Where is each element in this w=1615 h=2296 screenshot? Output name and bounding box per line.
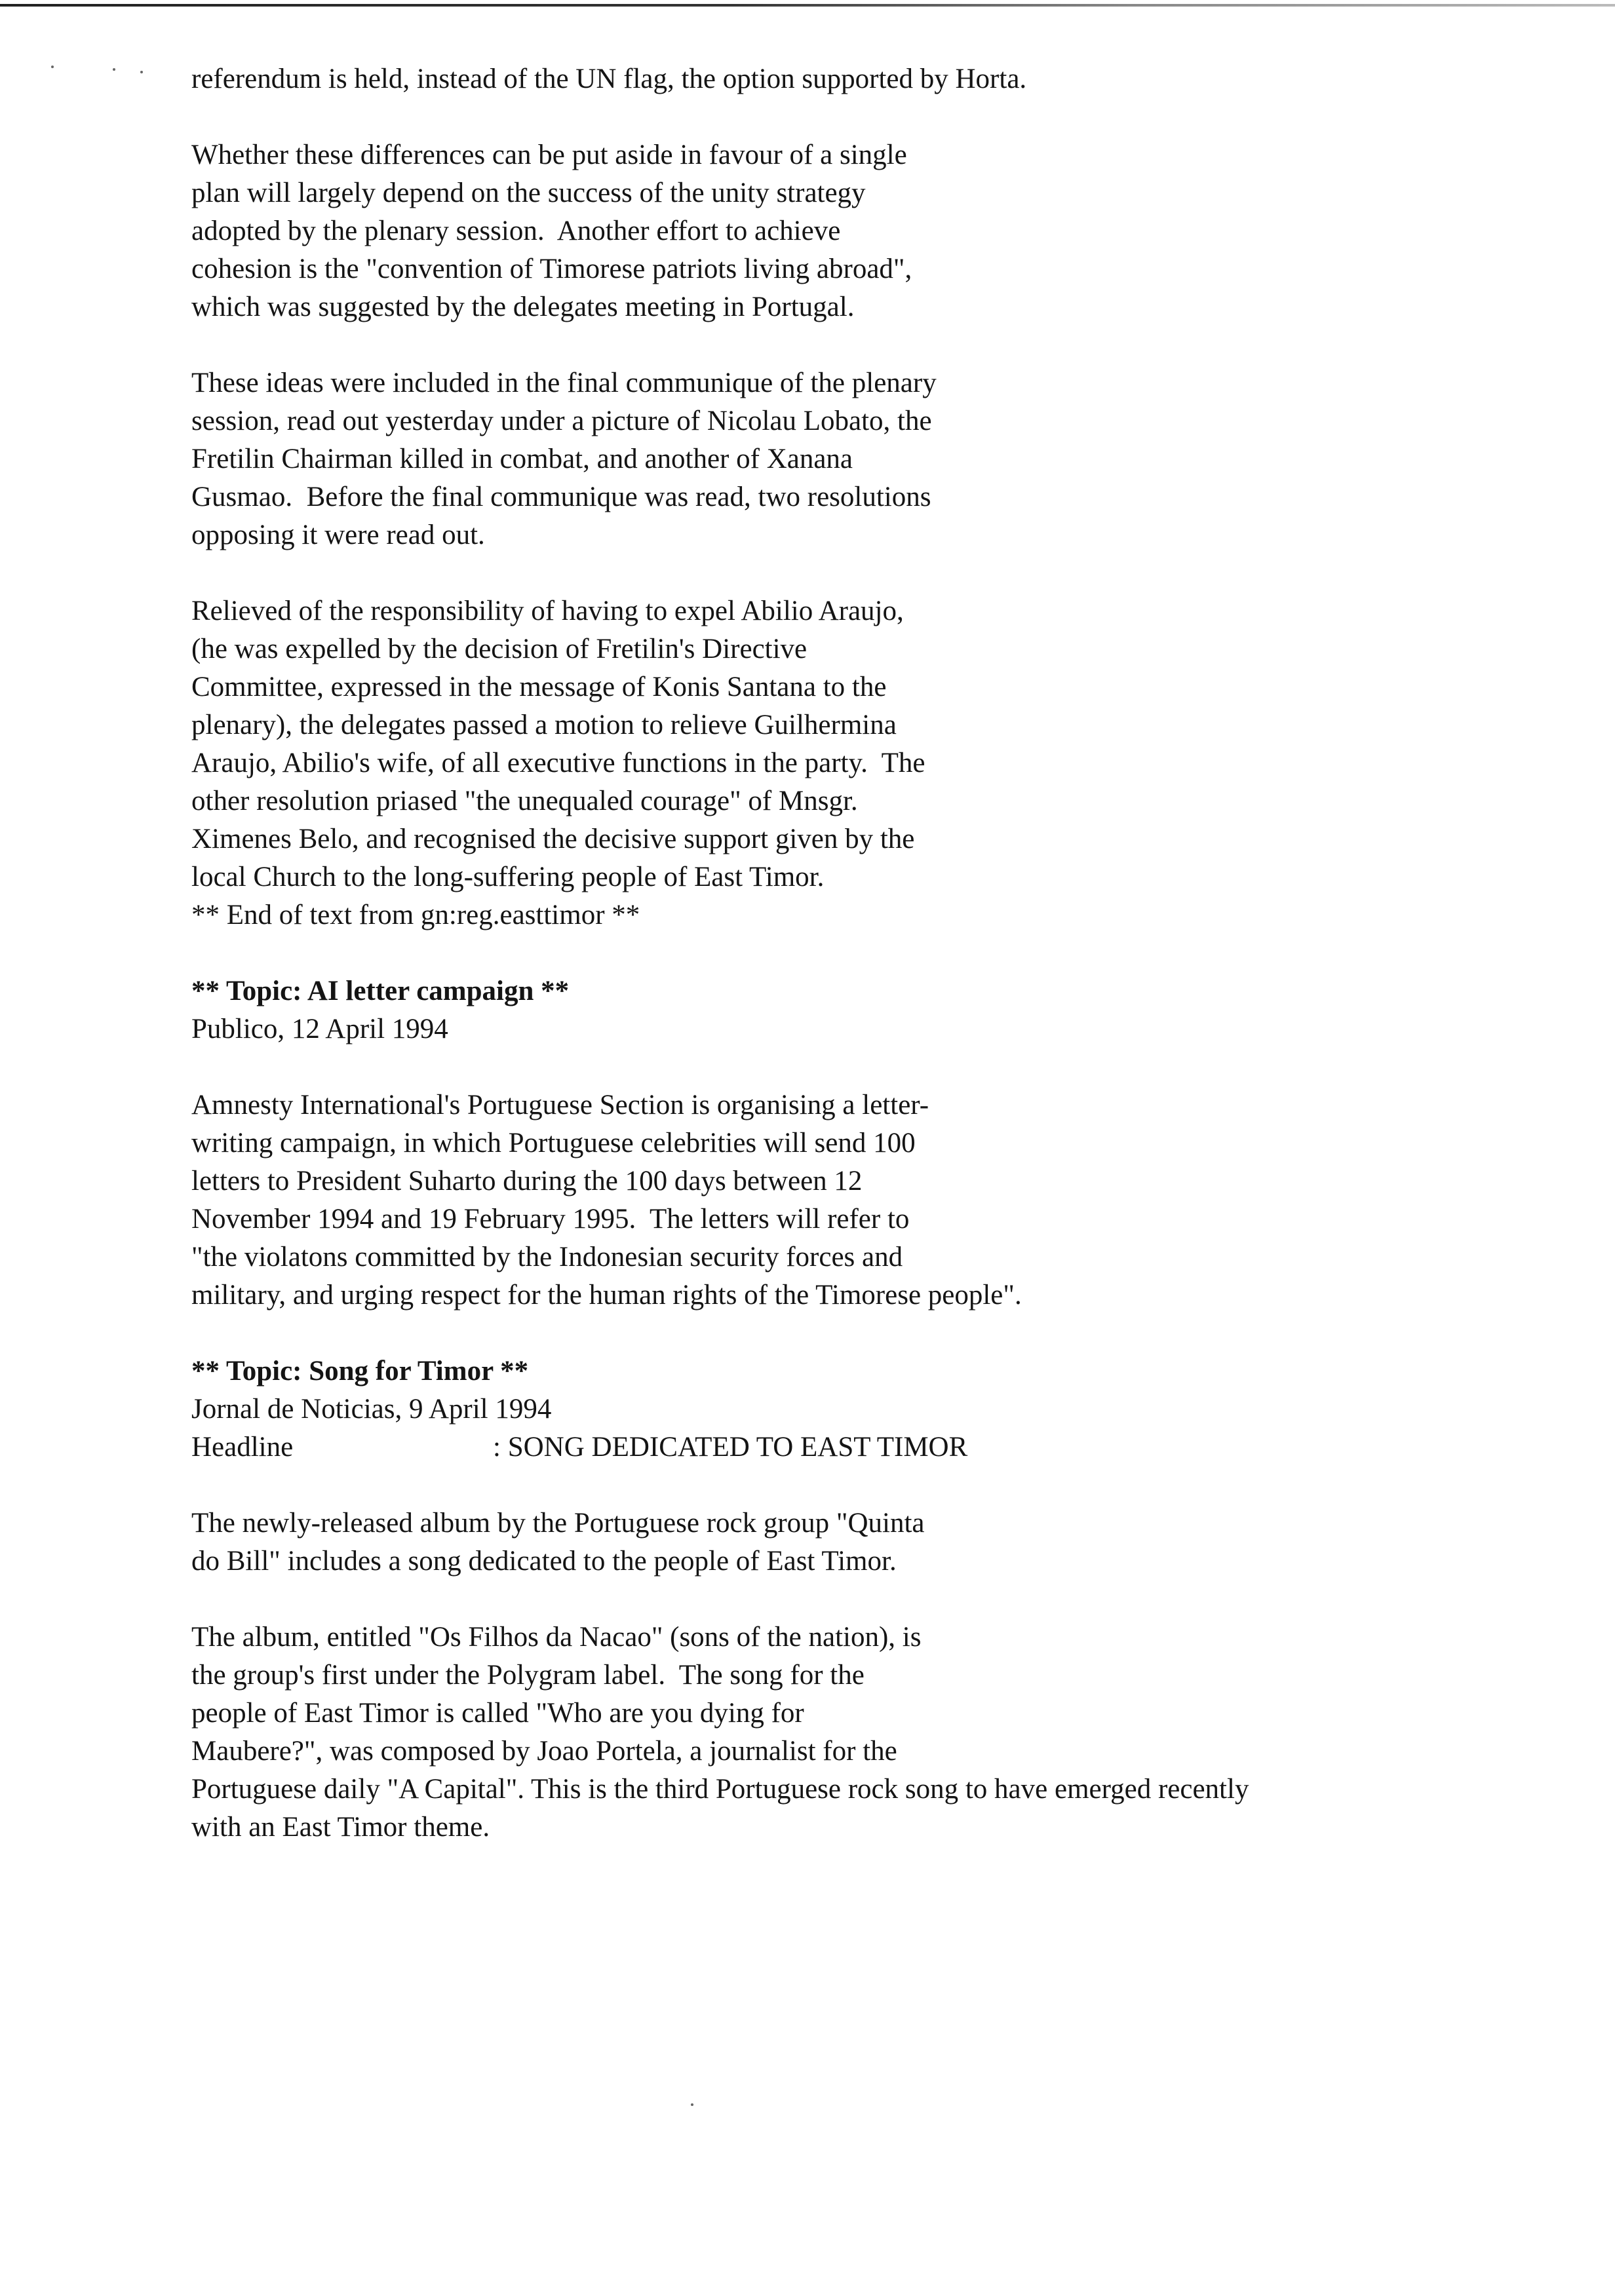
text-line: Maubere?", was composed by Joao Portela, a journalist for the <box>191 1736 897 1767</box>
text-line: "the violatons committed by the Indonesian security forces and <box>191 1242 903 1272</box>
scan-speck <box>51 66 54 68</box>
text-line: opposing it were read out. <box>191 520 485 550</box>
text-line: Relieved of the responsibility of having to expel Abilio Araujo, <box>191 596 904 626</box>
text-line: session, read out yesterday under a picture of Nicolau Lobato, the <box>191 406 932 436</box>
text-line: These ideas were included in the final communique of the plenary <box>191 368 937 398</box>
topic-source: Publico, 12 April 1994 <box>191 1014 448 1044</box>
text-line: the group's first under the Polygram label. The song for the <box>191 1660 865 1691</box>
scan-speck <box>140 71 143 73</box>
scan-top-edge-rule <box>0 4 1615 7</box>
headline-label: Headline <box>191 1432 294 1463</box>
text-line: Ximenes Belo, and recognised the decisive support given by the <box>191 824 915 854</box>
scan-speck <box>691 2103 693 2106</box>
text-line: Fretilin Chairman killed in combat, and another of Xanana <box>191 444 853 474</box>
text-line: local Church to the long-suffering people of East Timor. <box>191 862 825 892</box>
paragraph-final-communique <box>191 364 1502 554</box>
text-line: Portuguese daily "A Capital". This is the third Portuguese rock song to have emerged recently <box>191 1774 1249 1805</box>
text-line: Amnesty International's Portuguese Section is organising a letter- <box>191 1090 929 1120</box>
text-line: The newly-released album by the Portuguese rock group "Quinta <box>191 1508 925 1539</box>
text-line: writing campaign, in which Portuguese celebrities will send 100 <box>191 1128 916 1158</box>
text-line: November 1994 and 19 February 1995. The letters will refer to <box>191 1204 910 1234</box>
scan-speck <box>113 68 115 71</box>
text-line: plenary), the delegates passed a motion to relieve Guilhermina <box>191 710 897 740</box>
paragraph-resolutions <box>191 592 1502 934</box>
text-line: other resolution priased "the unequaled courage" of Mnsgr. <box>191 786 858 816</box>
end-of-text-marker: ** End of text from gn:reg.easttimor ** <box>191 900 640 930</box>
text-line: referendum is held, instead of the UN flag, the option supported by Horta. <box>191 64 1027 94</box>
paragraph-quinta-do-bill <box>191 1504 1502 1580</box>
text-line: military, and urging respect for the human rights of the Timorese people". <box>191 1280 1022 1311</box>
headline-value: : SONG DEDICATED TO EAST TIMOR <box>493 1432 968 1463</box>
topic-ai-letter-campaign <box>191 972 1502 1048</box>
document-page <box>191 60 1502 1885</box>
headline-row <box>191 1428 1502 1466</box>
text-line: Gusmao. Before the final communique was read, two resolutions <box>191 482 931 512</box>
text-line: Committee, expressed in the message of Konis Santana to the <box>191 672 887 702</box>
text-line: which was suggested by the delegates meeting in Portugal. <box>191 292 855 322</box>
topic-song-for-timor <box>191 1352 1502 1466</box>
paragraph-referendum <box>191 60 1502 98</box>
text-line: adopted by the plenary session. Another effort to achieve <box>191 216 841 246</box>
text-line: (he was expelled by the decision of Fretilin's Directive <box>191 634 808 664</box>
topic-heading: ** Topic: AI letter campaign ** <box>191 976 570 1006</box>
text-line: cohesion is the "convention of Timorese patriots living abroad", <box>191 254 912 284</box>
text-line: Whether these differences can be put aside in favour of a single <box>191 140 907 170</box>
topic-source: Jornal de Noticias, 9 April 1994 <box>191 1394 552 1425</box>
paragraph-unity-strategy <box>191 136 1502 326</box>
topic-heading: ** Topic: Song for Timor ** <box>191 1356 529 1387</box>
text-line: The album, entitled "Os Filhos da Nacao" (sons of the nation), is <box>191 1622 922 1653</box>
text-line: letters to President Suharto during the 100 days between 12 <box>191 1166 863 1196</box>
text-line: do Bill" includes a song dedicated to the people of East Timor. <box>191 1546 897 1577</box>
text-line: people of East Timor is called "Who are you dying for <box>191 1698 804 1729</box>
text-line: with an East Timor theme. <box>191 1812 490 1843</box>
paragraph-amnesty-campaign <box>191 1086 1502 1314</box>
paragraph-album-details <box>191 1618 1502 1846</box>
text-line: Araujo, Abilio's wife, of all executive functions in the party. The <box>191 748 925 778</box>
text-line: plan will largely depend on the success of the unity strategy <box>191 178 866 208</box>
